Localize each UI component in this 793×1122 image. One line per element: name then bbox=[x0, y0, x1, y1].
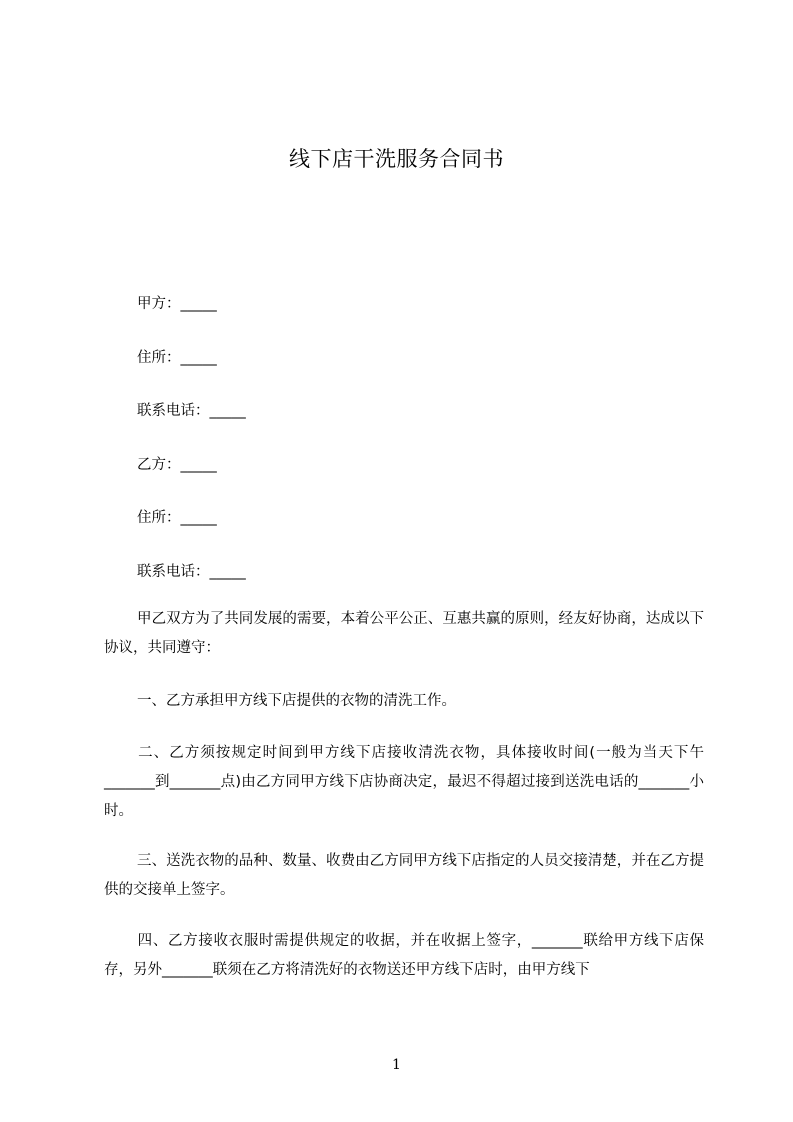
document-title: 线下店干洗服务合同书 bbox=[289, 147, 504, 171]
party-b-phone-field: 联系电话：_____ bbox=[137, 564, 246, 580]
preamble-text: 甲乙双方为了共同发展的需要，本着公平公正、互惠共赢的原则，经友好协商，达成以下协议，共同遵守： bbox=[104, 611, 704, 656]
clause-3-paragraph bbox=[104, 847, 704, 905]
preamble-paragraph bbox=[104, 605, 704, 663]
clause-1-paragraph bbox=[104, 687, 704, 716]
party-a-address-field: 住所：_____ bbox=[137, 350, 217, 366]
party-a-phone-field: 联系电话：_____ bbox=[137, 403, 246, 419]
clause-1-text: 一、乙方承担甲方线下店提供的衣物的清洗工作。 bbox=[137, 693, 456, 709]
clause-4-paragraph bbox=[104, 927, 704, 985]
party-a-name-field: 甲方：_____ bbox=[137, 296, 217, 312]
party-b-name-field: 乙方：_____ bbox=[137, 457, 217, 473]
clause-2-text: 二、乙方须按规定时间到甲方线下店接收清洗衣物，具体接收时间(一般为当天下午_______到_______点)由乙方同甲方线下店协商决定，最迟不得超过接到送洗电话的_______小时。 bbox=[104, 745, 704, 819]
clause-2-paragraph bbox=[104, 739, 704, 826]
party-b-address-field: 住所：_____ bbox=[137, 510, 217, 526]
clause-4-text: 四、乙方接收衣服时需提供规定的收据，并在收据上签字，_______联给甲方线下店保存，另外_______联须在乙方将清洗好的衣物送还甲方线下店时，由甲方线下 bbox=[104, 933, 704, 978]
page-number: 1 bbox=[392, 1057, 401, 1073]
clause-3-text: 三、送洗衣物的品种、数量、收费由乙方同甲方线下店指定的人员交接清楚，并在乙方提供的交接单上签字。 bbox=[104, 853, 704, 898]
